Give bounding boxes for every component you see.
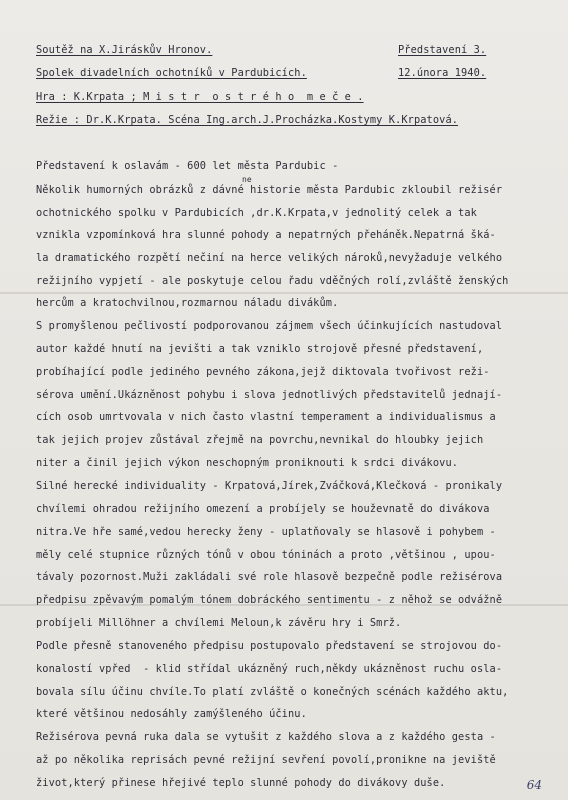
body-line: které většinou nedosáhly zamýšleného účinu. [36, 708, 307, 720]
body-line: měly celé stupnice různých tónů v obou tóninách a proto ,většinou , upou- [36, 549, 496, 561]
performance-number: Představení 3. [398, 44, 487, 56]
body-line: cích osob umrtvovala v nich často vlastní temperament a individualismus a [36, 411, 496, 423]
body-line: ochotnického spolku v Pardubicích ,dr.K.Krpata,v jednolitý celek a tak [36, 207, 477, 219]
body-line: távaly pozornost.Muži zakládali své role hlasově bezpečně podle režisérova [36, 571, 503, 583]
body-line: nitra.Ve hře samé,vedou herecky ženy - uplatňovaly se hlasově i pohybem - [36, 526, 496, 538]
paper-fold [0, 292, 568, 294]
body-line: Několik humorných obrázků z dávné historie města Pardubic zkloubil režisér [36, 184, 503, 196]
body-line: život,který přinese hřejivé teplo slunné pohody do divákovy duše. [36, 777, 446, 789]
body-line: sérova umění.Ukázněnost pohybu i slova jednotlivých představitelů jednají- [36, 389, 503, 401]
body-line: probíjeli Millöhner a chvílemi Meloun,k závěru hry i Smrž. [36, 617, 402, 629]
body-line: S promyšlenou pečlivostí podporovanou zájmem všech účinkujících nastudoval [36, 320, 503, 332]
performance-date: 12.února 1940. [398, 67, 487, 79]
body-line: tak jejich projev zůstával zřejmě na povrchu,nevnikal do hloubky jejich [36, 434, 484, 446]
credits-line: Režie : Dr.K.Krpata. Scéna Ing.arch.J.Procházka.Kostymy K.Krpatová. [36, 114, 459, 126]
competition-heading: Soutěž na X.Jiráskův Hronov. [36, 44, 213, 56]
body-line: konalostí vpřed - klid střídal ukázněný ruch,někdy ukázněnost ruchu osla- [36, 663, 503, 675]
body-line: předpisu zpěvavým pomalým tónem dobráckého sentimentu - z něhož se odvážně [36, 594, 503, 606]
body-line: probíhající podle jediného pevného zákona,jejž diktovala tvořivost reži- [36, 366, 490, 378]
body-line: Silné herecké individuality - Krpatová,Jírek,Zváčková,Klečková - pronikaly [36, 480, 503, 492]
body-line: vznikla vzpomínková hra slunné pohody a nepatrných přeháněk.Nepatrná šká- [36, 229, 496, 241]
body-line: la dramatického rozpětí nečiní na herce velikých nároků,nevyžaduje velkého [36, 252, 503, 264]
society-heading: Spolek divadelních ochotníků v Pardubicích. [36, 67, 307, 79]
body-line: bovala sílu účinu chvíle.To platí zvláště o konečných scénách každého aktu, [36, 686, 509, 698]
body-line: Představení k oslavám - 600 let města Pardubic - [36, 160, 339, 172]
handwritten-insert-mark: ne [242, 175, 252, 184]
body-line: režijního vypjetí - ale poskytuje celou řadu vděčných rolí,zvláště ženských [36, 275, 509, 287]
body-line: Režisérova pevná ruka dala se vytušit z každého slova a z každého gesta - [36, 731, 496, 743]
body-line: niter a činil jejich výkon neschopným proniknouti k srdci divákovu. [36, 457, 459, 469]
page-number: 64 [526, 778, 542, 792]
body-line: hercům a kratochvilnou,rozmarnou náladu divákům. [36, 297, 339, 309]
body-line: autor každé hnutí na jevišti a tak vzniklo strojově přesné představení, [36, 343, 484, 355]
body-line: až po několika reprisách pevné režijní sevření povolí,pronikne na jeviště [36, 754, 496, 766]
play-title: Hra : K.Krpata ; M i s t r o s t r é h o m e č e . [36, 91, 364, 103]
body-line: chvílemi ohradou režijního omezení a probíjely se houževnatě do divákova [36, 503, 490, 515]
body-line: Podle přesně stanoveného předpisu postupovalo představení se strojovou do- [36, 640, 503, 652]
